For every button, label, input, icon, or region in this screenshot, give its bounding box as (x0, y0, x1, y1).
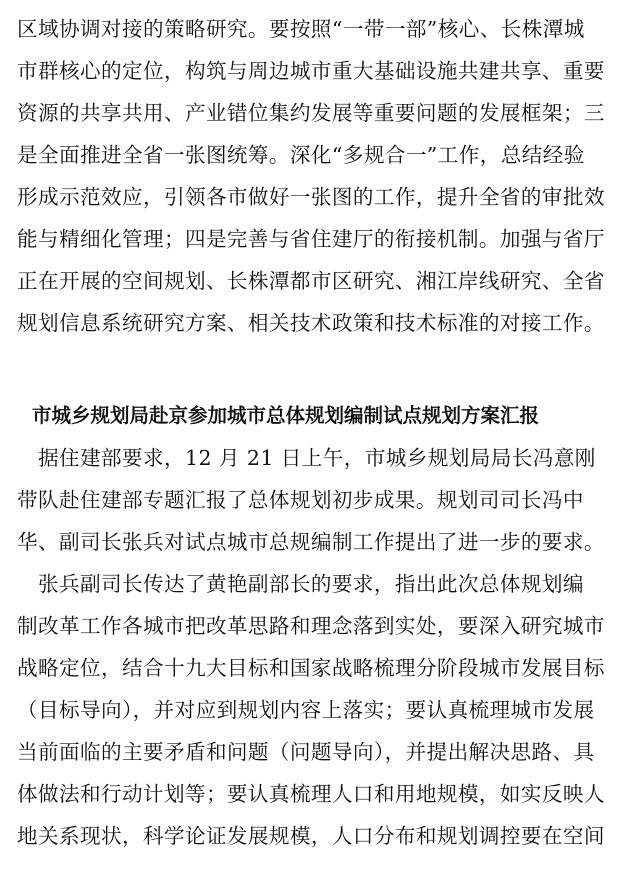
paragraph-line: 规划信息系统研究方案、相关技术政策和技术标准的对接工作。 (17, 311, 605, 335)
paragraph-line: 地关系现状，科学论证发展规模，人口分布和规划调控要在空间 (17, 824, 605, 848)
section-heading: 市城乡规划局赴京参加城市总体规划编制试点规划方案汇报 (32, 404, 540, 427)
paragraph-line: 带队赴住建部专题汇报了总体规划初步成果。规划司司长冯中 (17, 488, 584, 512)
paragraph-line: 华、副司长张兵对试点城市总规编制工作提出了进一步的要求。 (17, 530, 605, 554)
paragraph-line: 据住建部要求，12 月 21 日上午，市城乡规划局局长冯意刚 (17, 446, 596, 470)
paragraph-line: 当前面临的主要矛盾和问题（问题导向），并提出解决思路、具 (17, 740, 595, 764)
paragraph-line: 形成示范效应，引领各市做好一张图的工作，提升全省的审批效 (17, 185, 605, 209)
paragraph-line: 区域协调对接的策略研究。要按照“一带一部”核心、长株潭城 (17, 17, 585, 41)
paragraph-line: 能与精细化管理；四是完善与省住建厅的衔接机制。加强与省厅 (17, 227, 605, 251)
paragraph-line: 资源的共享共用、产业错位集约发展等重要问题的发展框架；三 (17, 101, 605, 125)
paragraph-line: 体做法和行动计划等；要认真梳理人口和用地规模，如实反映人 (17, 782, 605, 806)
paragraph-line: 战略定位，结合十九大目标和国家战略梳理分阶段城市发展目标 (17, 656, 605, 680)
paragraph-line: 张兵副司长传达了黄艳副部长的要求，指出此次总体规划编 (17, 572, 584, 596)
paragraph-line: 正在开展的空间规划、长株潭都市区研究、湘江岸线研究、全省 (17, 269, 605, 293)
paragraph-line: 是全面推进全省一张图统筹。深化“多规合一”工作，总结经验 (17, 143, 585, 167)
paragraph-line: （目标导向），并对应到规划内容上落实；要认真梳理城市发展 (17, 698, 595, 722)
paragraph-line: 市群核心的定位，构筑与周边城市重大基础设施共建共享、重要 (17, 59, 605, 83)
paragraph-line: 制改革工作各城市把改革思路和理念落到实处，要深入研究城市 (17, 614, 605, 638)
